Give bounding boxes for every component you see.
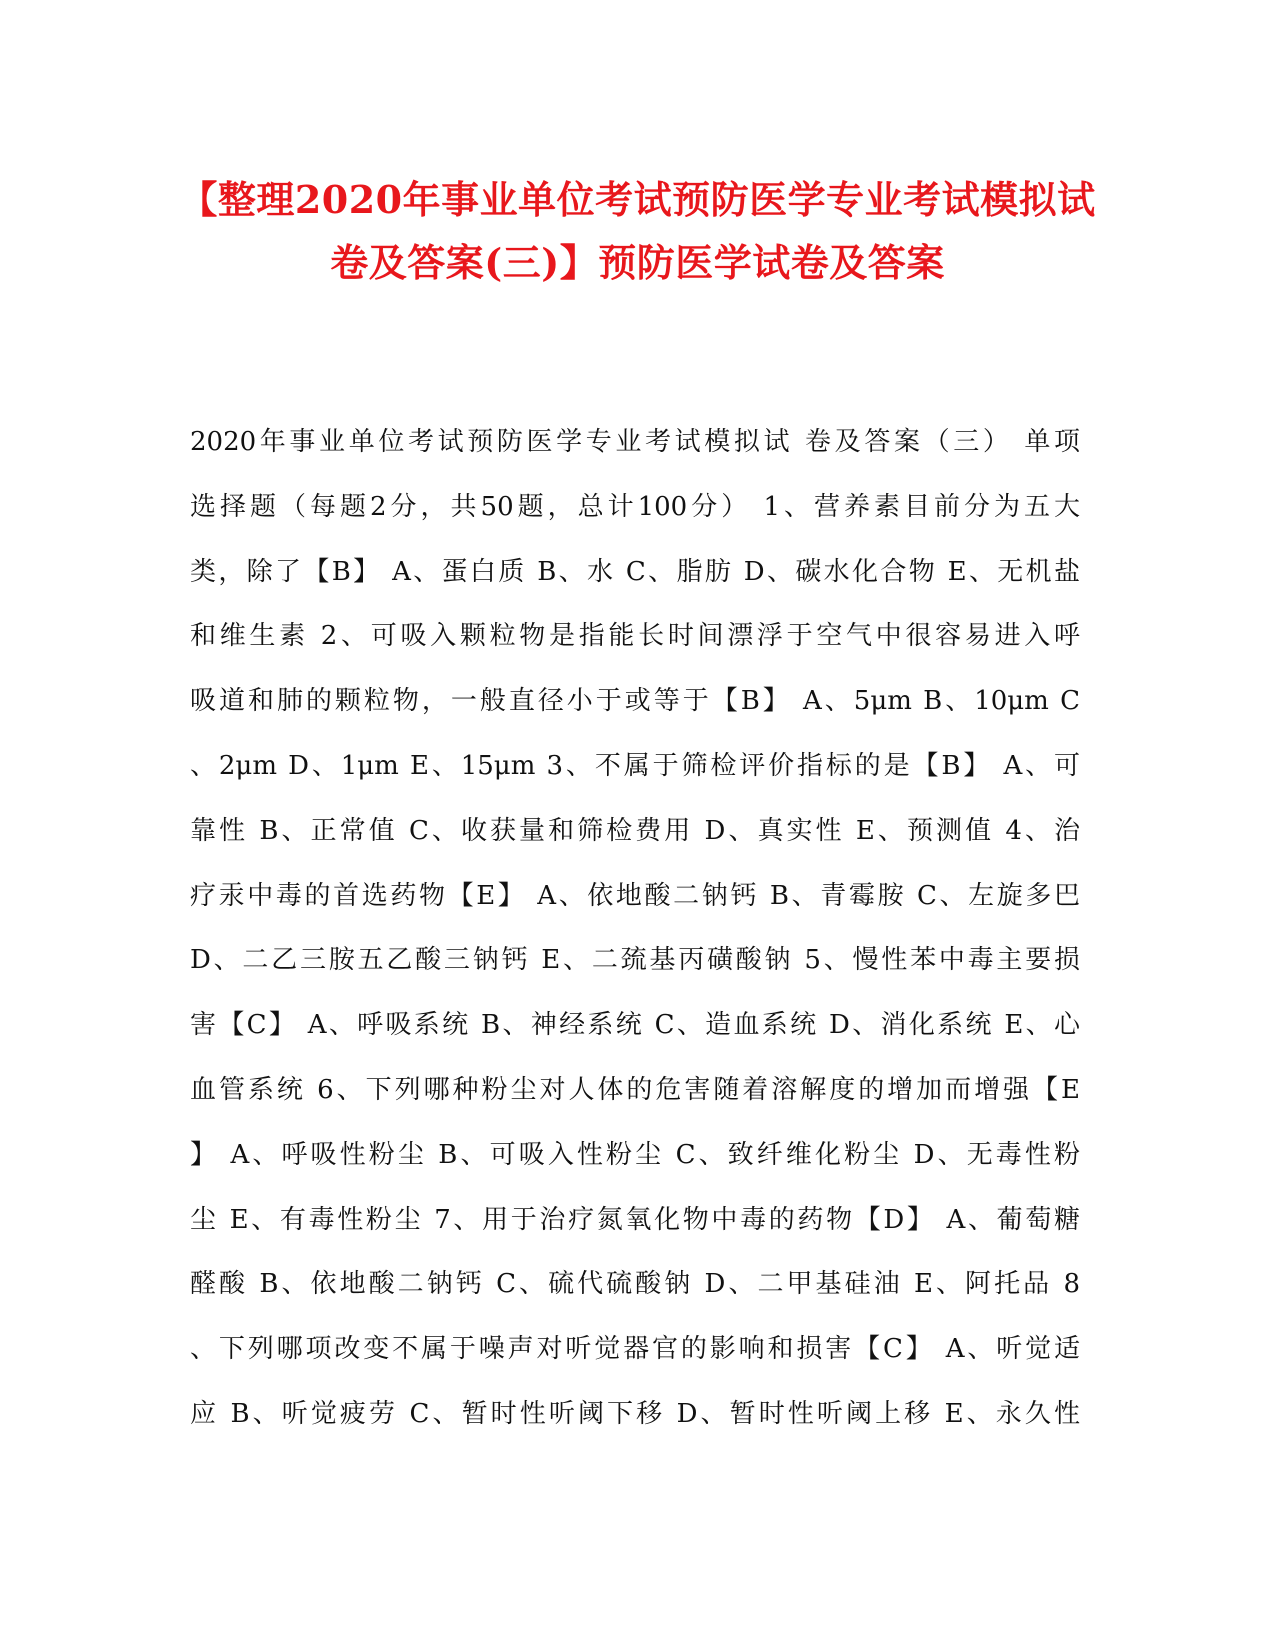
body-line: 选择题（每题2分，共50题，总计100分） 1、营养素目前分为五大 <box>190 491 1080 522</box>
body-line: 靠性 B、正常值 C、收获量和筛检费用 D、真实性 E、预测值 4、治 <box>190 815 1080 846</box>
body-line: 和维生素 2、可吸入颗粒物是指能长时间漂浮于空气中很容易进入呼 <box>190 621 1080 652</box>
body-line: 】 A、呼吸性粉尘 B、可吸入性粉尘 C、致纤维化粉尘 D、无毒性粉 <box>190 1139 1080 1170</box>
body-line: D、二乙三胺五乙酸三钠钙 E、二巯基丙磺酸钠 5、慢性苯中毒主要损 <box>190 945 1080 976</box>
body-line: 2020年事业单位考试预防医学专业考试模拟试 卷及答案（三） 单项 <box>190 427 1080 457</box>
body-line: 血管系统 6、下列哪种粉尘对人体的危害随着溶解度的增加而增强【E <box>190 1074 1080 1105</box>
title-line-2: 卷及答案(三)】预防医学试卷及答案 <box>330 240 945 285</box>
body-line: 醛酸 B、依地酸二钠钙 C、硫代硫酸钠 D、二甲基硅油 E、阿托品 8 <box>190 1269 1080 1300</box>
body-line: 、下列哪项改变不属于噪声对听觉器官的影响和损害【C】 A、听觉适 <box>190 1334 1080 1365</box>
document-title <box>150 168 1125 294</box>
document-body <box>190 410 1080 1447</box>
body-line: 应 B、听觉疲劳 C、暂时性听阈下移 D、暂时性听阈上移 E、永久性 <box>190 1398 1080 1429</box>
body-line: 害【C】 A、呼吸系统 B、神经系统 C、造血系统 D、消化系统 E、心 <box>190 1010 1080 1041</box>
body-line: 、2μm D、1μm E、15μm 3、不属于筛检评价指标的是【B】 A、可 <box>190 750 1080 781</box>
body-line: 类，除了【B】 A、蛋白质 B、水 C、脂肪 D、碳水化合物 E、无机盐 <box>190 556 1080 587</box>
body-line: 吸道和肺的颗粒物，一般直径小于或等于【B】 A、5μm B、10μm C <box>190 686 1080 717</box>
body-line: 尘 E、有毒性粉尘 7、用于治疗氮氧化物中毒的药物【D】 A、葡萄糖 <box>190 1204 1080 1235</box>
body-line: 疗汞中毒的首选药物【E】 A、依地酸二钠钙 B、青霉胺 C、左旋多巴 <box>190 880 1080 911</box>
title-line-1: 【整理2020年事业单位考试预防医学专业考试模拟试 <box>179 177 1096 222</box>
